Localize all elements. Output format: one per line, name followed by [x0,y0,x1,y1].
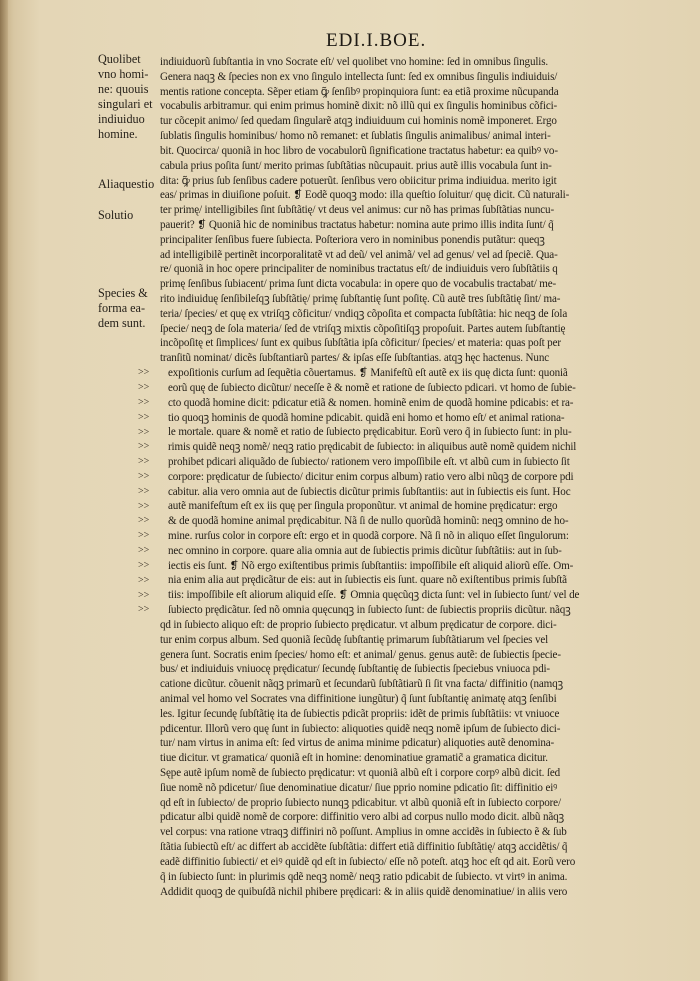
text-line: vocabulis arbitramur. qui enim primus hominẽ dixit: nõ illũ qui ex ſingulis hominibus cõfici- [160,100,558,113]
text-line: indiuiduorũ ſubſtantia in vno Socrate eſt/ vel quolibet vno homine: ſed in omnibus ſingulis. [160,56,548,68]
text-line: rito indiuiduę ſenſibileſqꝫ ſubſtãtię/ primę ſubſtantię ſunt poſitę. Cũ autẽ tres ſubſtãtię ſint/ ma- [160,293,561,305]
quotation-marker: >> [138,367,150,379]
quotation-marker: >> [138,382,150,394]
text-line: pdicatur albi quidẽ nomẽ de corpore: diffinitio vero albi ad corpus nullo modo dicit. albũ nãqꝫ [160,811,565,824]
text-line: corpore: prędicatur de ſubiecto/ dicitur enim corpus album) ratio vero albi nũqꝫ de corpore pdi [168,470,574,483]
quotation-marker: >> [138,500,150,512]
text-line: primę ſenſibus ſubiacent/ prima ſunt dicta vocabula: in opere quo de vocabulis tractabat/ me- [160,278,557,291]
text-line: prohibet pdicari aliquãdo de ſubiecto/ rationem vero impoſſibile eſt. vt albũ cum in ſubiecto ſit [168,455,570,468]
text-line: dita: ꝙ̃ prius ſub ſenſibus cadere potuerũt. ſenſibus vero obiicitur prima indiuidua. merito igit [160,174,557,187]
text-line: bit. Quocirca/ quoniã in hoc libro de vocabulorũ ſignificatione tractatus habetur: ea quibꝰ vo- [160,144,558,157]
quotation-marker: >> [138,589,150,601]
text-line: ſpecie/ neqꝫ de ſola materia/ ſed de vtriſqꝫ mixtis cõpoſitiſqꝫ propoſuit. Partes autem ſubſtantię [160,322,566,335]
text-line: qd eſt in ſubiecto/ de proprio ſubiecto nunqꝫ pdicabitur. vt albũ quoniã eſt in ſubiecto corpore/ [160,796,561,809]
text-line: tranſitũ nominat/ dicẽs ſubſtantiarũ partes/ & ipſas eſſe ſubſtantias. atqꝫ hęc hactenus. Nunc [160,352,549,365]
quotation-marker: >> [138,604,150,616]
text-line: les. Igitur ſecundę ſubſtãtię ita de ſubiectis pdicãt propriis: idẽt de primis ſubſtãtiis: vt vniuoce [160,707,560,720]
text-line: ſublatis ſingulis hominibus/ homo nõ remanet: et ſublatis ſingulis animalibus/ animal interi- [160,130,551,143]
quotation-marker: >> [138,485,150,497]
text-line: cabitur. alia vero omnia aut de ſubiectis dicũtur primis ſubſtantiis: aut in ſubiectis eis ſunt. Hoc [168,485,571,498]
text-line: ter primę/ intelligibiles ſint ſubſtãtię/ vt deus vel animus: cur nõ has primas ſubſtãtias nuncu- [160,204,554,217]
text-line: mine. rurſus color in corpore eſt: ergo et in quodã corpore. Nã ſi nõ in aliquo eſſet ſingulorum: [168,530,569,542]
text-line: tur/ nam virtus in anima eſt: ſed virtus de anima minime pdicatur) aliquoties autẽ denomina- [160,737,555,750]
text-line: autẽ manifeſtum eſt ex iis quę per ſingula proponũtur. vt animal de homine prędicatur: ergo [168,500,558,513]
margin-note: Quolibet vno homi- ne: quouis singulari et indiuiduo homine. [98,52,153,141]
text-line: re/ quoniã in hoc opere principaliter de nominibus tractatus eſt/ de indiuiduis vero ſubſtãtiis q [160,263,558,276]
text-line: nec omnino in corpore. quare alia omnia aut de ſubiectis primis dicũtur ſubſtãtiis: aut in ſub- [168,544,562,557]
text-line: cabula prius poſita ſunt/ merito primas ſubſtãtias nũcupauit. prius autẽ illis vocabula ſunt in- [160,159,552,172]
text-line: tur enim corpus album. Sed quoniã ſecũdę ſubſtantię primarum ſubſtãtiarum vel ſpecies vel [160,633,549,646]
text-line: principaliter ſenſibus fuere ſubiecta. Poſteriora vero in nominibus ponendis putãtur: queqꝫ [160,233,545,246]
text-line: genera ſunt. Socratis enim ſpecies/ homo eſt: et animal/ genus. genus autẽ: de ſubiectis ſpecie- [160,648,561,661]
quotation-marker: >> [138,456,150,468]
text-line: eorũ quę de ſubiecto dicũtur/ neceſſe ẽ & nomẽ et ratione de ſubiecto pdicari. vt homo de ſubie- [168,381,576,394]
margin-note: Aliaquestio [98,177,155,191]
quotation-marker: >> [138,530,150,542]
margin-note: Solutio [98,208,134,222]
text-line: tio quoqꝫ hominis de quodã homine pdicabit. quidã eni homo et homo eſt/ et animal rationa- [168,411,565,424]
text-line: ſtãtia ſubiectũ eſt/ ac differt ab accidẽte ſubſtãtia: differt etiã diffinitio ſubſtãtię/ atqꝫ accidẽtis/ q̃ [160,841,568,854]
text-line: teria/ ſpecies/ et quę ex vtriſqꝫ cõficitur/ vndiqꝫ cõpoſita et compacta ſubſtãtia: hic neqꝫ de ſola [160,307,568,320]
text-line: Genera naqꝫ & ſpecies non ex vno ſingulo intellecta ſunt: ſed ex omnibus ſingulis indiuiduis/ [160,70,558,83]
quotation-marker: >> [138,441,150,453]
text-line: expoſitionis curſum ad ſequẽtia cõuertamus. ❡ Manifeſtũ eſt autẽ ex iis quę dicta ſunt: quoniã [168,367,568,380]
text-line: animal vel homo vel Socrates vna diffinitione iungũtur) q̃ ſunt ſubſtantię animatę atqꝫ ſenſibi [160,692,557,705]
margin-note: Species & forma ea- dem sunt. [98,286,148,330]
text-line: incõpoſitę et ſimplices/ ſunt ex quibus ſubſtãtia ipſa cõficitur/ ſpecies/ et materia: quas poſt per [160,337,561,350]
text-line: ad intelligibilẽ pertinẽt incorporalitatẽ vt ad deũ/ vel animã/ vel ad genus/ vel ad ſpeciẽ. Qua- [160,248,558,261]
text-line: vel corpus: vna ratione vtraqꝫ diffiniri nõ poſſunt. Amplius in omne accidẽs in ſubiecto ẽ & ſub [160,826,567,839]
main-text-column [160,55,660,899]
text-line: rimis quidẽ neqꝫ nomẽ/ neqꝫ ratio prędicabit de ſubiecto: in aliquibus autẽ nomẽ quidem nichil [168,441,577,454]
text-line: ſiue nomẽ nõ pdicetur/ ſiue denominatiue dicatur/ ſiue pprio nomine pdicatio ſit: diffinitio eiꝰ [160,781,558,794]
text-line: eas/ primas in diuiſione poſuit. ❡ Eodẽ quoqꝫ modo: illa queſtio ſoluitur/ quę dicit. Cũ naturali- [160,189,570,202]
text-line: iectis eis ſunt. ❡ Nõ ergo exiſtentibus primis ſubſtantiis: impoſſibile eſt aliquid aliorũ eſſe. Om- [168,559,574,572]
text-line: q̃ in ſubiecto ſunt: in plurimis qdẽ neqꝫ nomẽ/ neqꝫ ratio pdicabit de ſubiecto. vt virtꝰ in anima. [160,870,568,883]
text-line: mentis ratione concepta. Sẽper etiam ꝙ̃ ſenſibꝰ propinquiora ſunt: ea etiã proxime nũcupanda [160,85,559,98]
text-line: nia enim alia aut prędicãtur de eis: aut in ſubiectis eis ſunt. quare nõ exiſtentibus primis ſubſtã [168,574,567,587]
text-line: catione dicũtur. cõuenit nãqꝫ primarũ et ſecundarũ ſubſtãtiarũ ſi ſit vna facta/ diffinitio (namqꝫ [160,678,564,691]
quotation-marker: >> [138,426,150,438]
quotation-marker: >> [138,396,150,408]
page-gutter-shadow [0,0,8,981]
text-line: cto quodã homine dicit: pdicatur etiã & nomen. hominẽ enim de quodã homine pdicabis: et ra- [168,396,574,409]
page-header: EDI.I.BOE. [326,30,427,51]
text-line: Sępe autẽ ipſum nomẽ de ſubiecto prędicatur: vt quoniã albũ eſt i corpore corpꝰ albũ dicit. ſed [160,767,561,779]
quotation-marker: >> [138,515,150,527]
quotation-marker: >> [138,559,150,571]
text-line: & de quodã homine animal prędicabitur. Nã ſi de nullo quorũdã hominũ: neqꝫ omnino de ho- [168,515,569,528]
text-line: tiis: impoſſibile eſt aliorum aliquid eſſe. ❡ Omnia quęcũqꝫ dicta ſunt: vel in ſubiecto ſunt/ vel de [168,589,580,602]
text-line: ſubiecto prędicãtur. ſed nõ omnia quęcunqꝫ in ſubiecto ſunt: de ſubiectis propriis dicũtur. nãqꝫ [168,604,571,617]
text-line: tur cõcepit animo/ ſed quedam ſingularẽ atqꝫ indiuiduum cui hominis nomẽ imponeret. Ergo [160,115,557,128]
quotation-marker: >> [138,545,150,557]
text-line: le mortale. quare & nomẽ et ratio de ſubiecto prędicabitur. Eorũ vero q̃ in ſubiecto ſunt: in plu- [168,426,572,439]
text-line: qd in ſubiecto aliquo eſt: de proprio ſubiecto prędicatur. vt album prędicatur de corpore. dici- [160,618,557,631]
quotation-marker: >> [138,470,150,482]
text-line: eadẽ diffinitio ſubiecti/ et eiꝰ quidẽ qd eſt in ſubiecto/ eſſe nõ poteſt. atqꝫ hoc eſt qd ait. Eorũ vero [160,855,576,868]
quotation-marker: >> [138,574,150,586]
text-line: Addidit quoqꝫ de quibuſdã nichil phibere prędicari: & in aliis quidẽ denominatiue/ in aliis vero [160,885,568,898]
text-line: pdicentur. Illorũ vero quę ſunt in ſubiecto: aliquoties quidẽ neqꝫ nomẽ ipſum de ſubiecto dici- [160,722,561,735]
text-line: pauerit? ❡ Quoniã hic de nominibus tractatus habetur: nomina aute primo illis indita ſunt/ q̃ [160,218,554,231]
quotation-marker: >> [138,411,150,423]
text-line: bus/ et indiuiduis vniuocę prędicatur/ ſecundę ſubſtantię de ſubiectis ſpeciebus vniuoca pdi- [160,663,550,676]
text-line: tiue dicitur. vt gramatica/ quoniã eſt in homine: denominatiue gramatic̃ a gramatica dicitur. [160,752,548,765]
